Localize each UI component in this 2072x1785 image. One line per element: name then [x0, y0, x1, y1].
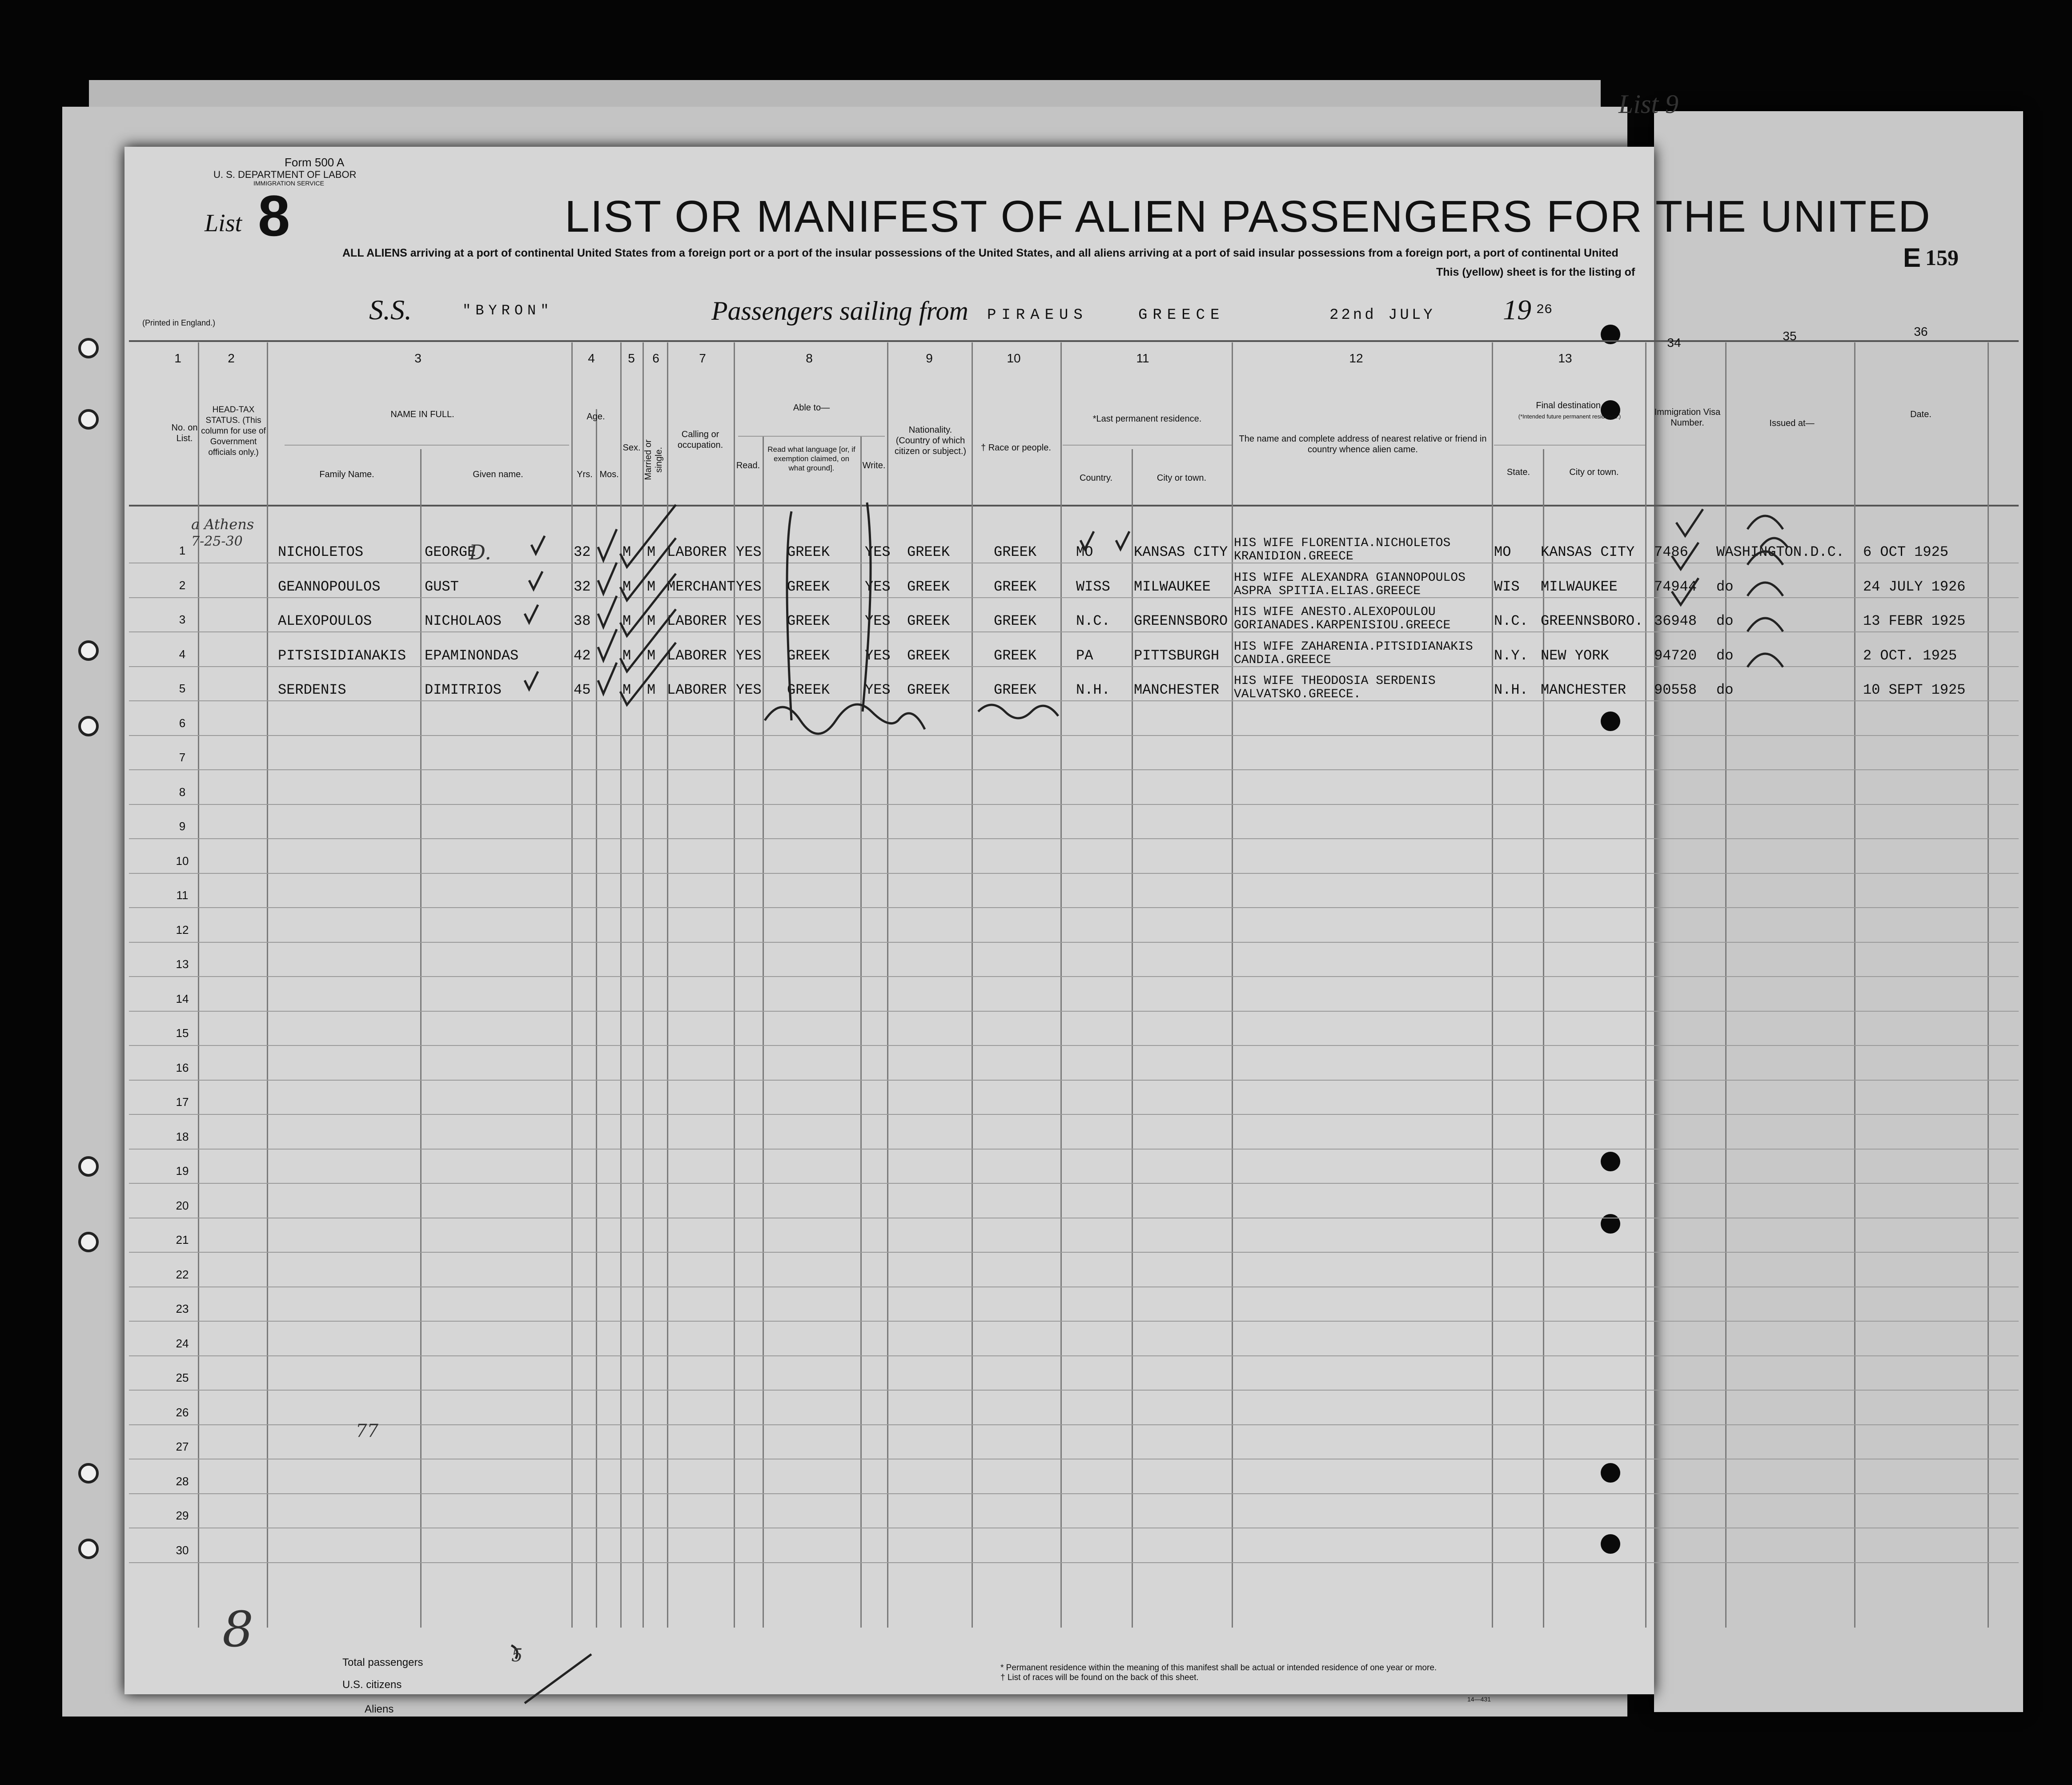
occupation: LABORER	[667, 544, 727, 560]
col-number: 8	[806, 351, 813, 365]
col-number: 3	[414, 351, 422, 365]
residence-country: PA	[1076, 647, 1093, 664]
sex: M	[622, 647, 631, 664]
given-name: NICHOLAOS	[425, 613, 502, 629]
race: GREEK	[994, 613, 1037, 629]
departure-port: PIRAEUS	[987, 307, 1088, 324]
sex: M	[622, 613, 631, 629]
year-suffix: 26	[1536, 302, 1553, 318]
given-name: GEORGE	[425, 544, 476, 560]
visa-issued-at: do	[1716, 613, 1734, 629]
can-write: YES	[865, 578, 891, 595]
given-name: EPAMINONDAS	[425, 647, 519, 664]
family-name: SERDENIS	[278, 682, 346, 698]
can-read: YES	[736, 544, 762, 560]
read-language: GREEK	[787, 647, 830, 664]
race: GREEK	[994, 682, 1037, 698]
nationality: GREEK	[907, 647, 950, 664]
residence-country: N.H.	[1076, 682, 1110, 698]
residence-country: WISS	[1076, 578, 1110, 595]
check-mark	[620, 538, 676, 600]
row-number: 14	[176, 992, 189, 1005]
col-header-race: † Race or people.	[981, 443, 1051, 453]
row-number: 17	[176, 1095, 189, 1109]
col-number: 13	[1558, 351, 1572, 365]
given-name-initial: D.	[469, 540, 491, 564]
col-header-headtax: HEAD-TAX STATUS. (This column for use of Government officials only.)	[201, 405, 266, 457]
col-header-language: Read what language [or, if exemption claimed, on what ground].	[767, 445, 855, 472]
col-header-yrs: Yrs.	[577, 470, 593, 479]
relative-name: HIS WIFE ALEXANDRA GIANNOPOULOS	[1234, 571, 1466, 585]
check-mark	[1676, 509, 1703, 536]
row-number: 1	[179, 544, 186, 557]
row-number: 11	[176, 888, 189, 902]
printed-in: (Printed in England.)	[142, 318, 216, 327]
age: 38	[574, 613, 591, 629]
row-number: 8	[179, 785, 186, 799]
occupation: LABORER	[667, 682, 727, 698]
row-number: 7	[179, 751, 186, 764]
row-number: 10	[176, 854, 189, 868]
instruction-text-2: This (yellow) sheet is for the listing of	[1436, 266, 1635, 278]
visa-issued-at: do	[1716, 578, 1734, 595]
visa-date: 13 FEBR 1925	[1863, 613, 1966, 629]
visa-number: 36948	[1654, 613, 1697, 629]
relative-address: ASPRA SPITIA.ELIAS.GREECE	[1234, 584, 1421, 598]
row-number: 27	[176, 1440, 189, 1453]
col-header-age: Age.	[586, 412, 605, 422]
page-number: 159	[1925, 245, 1959, 270]
check-mark	[620, 574, 676, 636]
destination-state: N.Y.	[1494, 647, 1528, 664]
col-header-visa: Immigration Visa Number.	[1654, 407, 1721, 428]
year-prefix: 19	[1503, 294, 1531, 326]
visa-issued-at: do	[1716, 682, 1734, 698]
row-number: 4	[179, 647, 186, 661]
margin-list-number: 8	[222, 1601, 253, 1658]
signature-scrawl	[765, 704, 1058, 734]
relative-name: HIS WIFE ZAHARENIA.PITSIDIANAKIS	[1234, 639, 1473, 654]
form-number: Form 500 A	[285, 156, 345, 169]
footnote-races: † List of races will be found on the back of this sheet.	[1000, 1673, 1199, 1682]
col-number: 10	[1007, 351, 1021, 365]
nationality: GREEK	[907, 682, 950, 698]
check-mark	[598, 629, 617, 660]
col-header-occupation: Calling or occupation.	[677, 430, 723, 450]
col-header-family: Family Name.	[319, 470, 374, 479]
col-header-nationality: Nationality. (Country of which citizen or subject.)	[894, 425, 967, 456]
relative-name: HIS WIFE THEODOSIA SERDENIS	[1234, 674, 1436, 688]
residence-city: MILWAUKEE	[1134, 578, 1211, 595]
relative-name: HIS WIFE FLORENTIA.NICHOLETOS	[1234, 536, 1451, 550]
col-header-issued: Issued at—	[1769, 418, 1815, 428]
nationality: GREEK	[907, 613, 950, 629]
relative-address: CANDIA.GREECE	[1234, 653, 1331, 667]
head-tax-date: 7-25-30	[191, 534, 243, 549]
age: 45	[574, 682, 591, 698]
sex: M	[622, 578, 631, 595]
relative-address: KRANIDION.GREECE	[1234, 550, 1353, 563]
residence-country: N.C.	[1076, 613, 1110, 629]
col-number: 9	[926, 351, 933, 365]
given-name: DIMITRIOS	[425, 682, 502, 698]
bracket-mark	[787, 511, 791, 720]
destination-city: MILWAUKEE	[1541, 578, 1618, 595]
col-header-destination: Final destination.	[1536, 401, 1603, 410]
row-number: 18	[176, 1130, 189, 1143]
stamp-letter: E	[1903, 243, 1921, 273]
visa-number: 74944	[1654, 578, 1697, 595]
occupation: MERCHANT	[667, 578, 735, 595]
col-number: 34	[1667, 336, 1681, 350]
sailing-date: 22nd JULY	[1329, 307, 1435, 324]
col-header-date: Date.	[1910, 410, 1931, 419]
row-mark: 77	[356, 1421, 378, 1441]
race: GREEK	[994, 544, 1037, 560]
col-number: 36	[1914, 325, 1928, 338]
col-header-mos: Mos.	[599, 470, 619, 479]
occupation: LABORER	[667, 613, 727, 629]
check-mark	[620, 643, 676, 705]
list-label: List	[205, 209, 242, 237]
ship-name: "BYRON"	[462, 302, 554, 319]
col-header-able: Able to—	[793, 403, 830, 413]
nationality: GREEK	[907, 544, 950, 560]
row-number: 13	[176, 957, 189, 971]
col-header-no: No. on List.	[171, 423, 198, 443]
age: 42	[574, 647, 591, 664]
row-number: 12	[176, 923, 189, 937]
col-header-write: Write.	[862, 461, 886, 470]
family-name: NICHOLETOS	[278, 544, 364, 560]
visa-issued-at: WASHINGTON.D.C.	[1716, 544, 1845, 560]
col-header-country: Country.	[1079, 473, 1113, 483]
row-number: 21	[176, 1233, 189, 1246]
back-list-label: List 9	[1618, 89, 1679, 119]
relative-address: GORIANADES.KARPENISIOU.GREECE	[1234, 619, 1451, 632]
read-language: GREEK	[787, 613, 830, 629]
col-number: 5	[628, 351, 635, 365]
residence-city: MANCHESTER	[1134, 682, 1220, 698]
ss-label: S.S.	[369, 294, 412, 326]
col-header-destination-note: (*Intended future permanent residence.)	[1518, 413, 1621, 420]
col-header-residence: *Last permanent residence.	[1092, 414, 1202, 424]
col-number: 2	[228, 351, 235, 365]
can-read: YES	[736, 578, 762, 595]
department: U. S. DEPARTMENT OF LABOR	[213, 169, 357, 180]
instruction-text: ALL ALIENS arriving at a port of continental United States from a foreign port or a port of the insular possessions of the United States, and all aliens arriving at a port of said insular possessions from a foreign port, a port of continental United	[342, 247, 1618, 259]
col-header-state: State.	[1506, 467, 1530, 477]
col-header-city: City or town.	[1156, 473, 1207, 483]
departure-country: GREECE	[1138, 307, 1225, 324]
row-number: 15	[176, 1026, 189, 1040]
total-passengers-value: 5	[511, 1645, 523, 1666]
row-number: 2	[179, 578, 186, 592]
col-number: 35	[1783, 329, 1797, 343]
sex: M	[622, 544, 631, 560]
can-write: YES	[865, 613, 891, 629]
marital-status: M	[647, 578, 656, 595]
col-header-name: NAME IN FULL.	[390, 410, 454, 419]
total-slash	[525, 1654, 591, 1703]
nationality: GREEK	[907, 578, 950, 595]
col-number: 7	[699, 351, 706, 365]
row-number: 22	[176, 1267, 189, 1281]
row-number: 6	[179, 716, 186, 730]
destination-state: MO	[1494, 544, 1511, 560]
check-mark	[1672, 578, 1699, 605]
race: GREEK	[994, 647, 1037, 664]
check-mark	[598, 563, 617, 594]
can-read: YES	[736, 647, 762, 664]
relative-name: HIS WIFE ANESTO.ALEXOPOULOU	[1234, 605, 1436, 619]
row-number: 5	[179, 682, 186, 695]
row-number: 30	[176, 1543, 189, 1557]
residence-country: MO	[1076, 544, 1093, 560]
visa-date: 6 OCT 1925	[1863, 544, 1949, 560]
check-mark	[1672, 543, 1699, 569]
service: IMMIGRATION SERVICE	[253, 180, 324, 187]
check-mark	[598, 596, 617, 627]
initials-rp	[1747, 516, 1787, 565]
can-write: YES	[865, 544, 891, 560]
occupation: LABORER	[667, 647, 727, 664]
col-header-dest-city: City or town.	[1569, 467, 1619, 477]
relative-address: VALVATSKO.GREECE.	[1234, 687, 1361, 701]
col-number: 6	[652, 351, 659, 365]
residence-city: PITTSBURGH	[1134, 647, 1220, 664]
row-number: 20	[176, 1198, 189, 1212]
bracket-mark	[863, 503, 871, 712]
row-number: 29	[176, 1509, 189, 1522]
manifest-title: LIST OR MANIFEST OF ALIEN PASSENGERS FOR THE UNITED	[565, 192, 1931, 241]
visa-number: 90558	[1654, 682, 1697, 698]
marital-status: M	[647, 647, 656, 664]
col-number: 4	[588, 351, 595, 365]
row-number: 9	[179, 820, 186, 833]
family-name: GEANNOPOULOS	[278, 578, 381, 595]
col-number: 1	[174, 351, 181, 365]
aliens-label: Aliens	[365, 1703, 394, 1715]
form-code: 14—431	[1467, 1696, 1491, 1703]
read-language: GREEK	[787, 578, 830, 595]
row-number: 16	[176, 1061, 189, 1074]
visa-number: 94720	[1654, 647, 1697, 664]
family-name: ALEXOPOULOS	[278, 613, 372, 629]
col-header-given: Given name.	[473, 470, 523, 479]
marital-status: M	[647, 682, 656, 698]
destination-city: KANSAS CITY	[1541, 544, 1635, 560]
read-language: GREEK	[787, 544, 830, 560]
can-write: YES	[865, 682, 891, 698]
footnote-residence: * Permanent residence within the meaning of this manifest shall be actual or intended residence of one year or more.	[1000, 1663, 1437, 1672]
col-header-sex: Sex.	[622, 443, 641, 453]
can-read: YES	[736, 613, 762, 629]
sex: M	[622, 682, 631, 698]
col-header-read: Read.	[736, 461, 760, 470]
row-number: 28	[176, 1474, 189, 1488]
given-name: GUST	[425, 578, 459, 595]
visa-issued-at: do	[1716, 647, 1734, 664]
read-language: GREEK	[787, 682, 830, 698]
visa-date: 24 JULY 1926	[1863, 578, 1966, 595]
check-mark	[598, 663, 617, 694]
row-number: 19	[176, 1164, 189, 1178]
family-name: PITSISIDIANAKIS	[278, 647, 406, 664]
initials-rp	[1747, 583, 1783, 667]
col-number: 11	[1136, 351, 1149, 365]
check-mark	[620, 609, 676, 671]
age: 32	[574, 544, 591, 560]
row-number: 3	[179, 613, 186, 626]
small-check	[1080, 531, 1129, 549]
total-passengers-label: Total passengers	[342, 1656, 423, 1668]
row-number: 25	[176, 1371, 189, 1384]
residence-city: KANSAS CITY	[1134, 544, 1228, 560]
race: GREEK	[994, 578, 1037, 595]
residence-city: GREENNSBORO	[1134, 613, 1228, 629]
us-citizens-label: U.S. citizens	[342, 1679, 402, 1691]
destination-state: N.H.	[1494, 682, 1528, 698]
row-number: 24	[176, 1336, 189, 1350]
age: 32	[574, 578, 591, 595]
check-mark	[598, 529, 617, 560]
destination-city: NEW YORK	[1541, 647, 1609, 664]
destination-state: WIS	[1494, 578, 1520, 595]
visa-date: 10 SEPT 1925	[1863, 682, 1966, 698]
visa-number: 7486	[1654, 544, 1688, 560]
row-number: 26	[176, 1405, 189, 1419]
marital-status: M	[647, 613, 656, 629]
head-tax-note: a Athens	[191, 516, 254, 533]
small-check	[525, 536, 545, 689]
row-number: 23	[176, 1302, 189, 1315]
list-number: 8	[258, 183, 290, 248]
visa-date: 2 OCT. 1925	[1863, 647, 1957, 664]
can-write: YES	[865, 647, 891, 664]
destination-city: GREENNSBORO.	[1541, 613, 1643, 629]
marital-status: M	[647, 544, 656, 560]
check-mark	[620, 505, 676, 567]
col-header-marital: Married or single.	[643, 439, 664, 480]
destination-city: MANCHESTER	[1541, 682, 1626, 698]
sailing-label: Passengers sailing from	[711, 296, 968, 326]
destination-state: N.C.	[1494, 613, 1528, 629]
col-header-relative: The name and complete address of nearest relative or friend in country whence alien came.	[1239, 434, 1487, 454]
col-number: 12	[1349, 351, 1363, 365]
can-read: YES	[736, 682, 762, 698]
